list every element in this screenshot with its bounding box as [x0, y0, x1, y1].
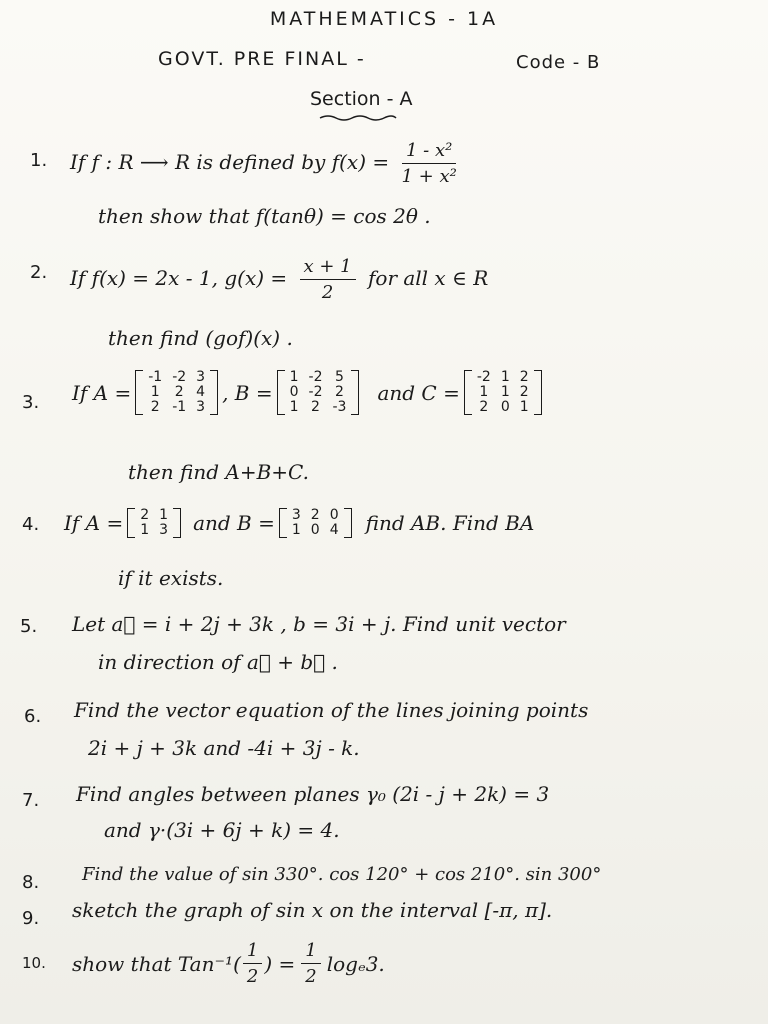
- matrix-entry: 2: [479, 399, 489, 415]
- matrix-b: [277, 370, 360, 415]
- question-text-part: If f(x) = 2x - 1, g(x) =: [70, 266, 288, 290]
- matrix-row: [143, 385, 210, 400]
- matrix-row: [143, 370, 210, 385]
- matrix-entry: 4: [329, 522, 339, 538]
- matrix-entry: -2: [172, 369, 187, 385]
- matrix-row: [472, 385, 534, 400]
- question-number: 7.: [22, 790, 40, 811]
- fraction-numerator: 1 - x²: [402, 140, 456, 164]
- fraction-numerator: 1: [243, 940, 262, 964]
- question-text-line2: and γ·(3i + 6j + k) = 4.: [104, 818, 340, 842]
- question-text-part: show that Tan⁻¹(: [72, 951, 241, 976]
- matrix-c: [464, 370, 542, 415]
- matrix-entry: 3: [291, 507, 301, 523]
- matrix-right-bracket: [351, 370, 359, 415]
- question-text-part: logₑ3.: [326, 951, 385, 976]
- matrix-left-bracket: [464, 370, 472, 415]
- question-text: [70, 256, 488, 303]
- matrix-entry: 0: [289, 384, 299, 400]
- question-text-part: , B =: [222, 380, 273, 405]
- matrix-entry: 1: [289, 369, 299, 385]
- question-number: 5.: [20, 616, 38, 637]
- matrix-entry: 2: [150, 399, 160, 415]
- matrix-row: [135, 508, 173, 523]
- matrix-entry: 3: [196, 399, 206, 415]
- matrix-entry: -1: [172, 399, 187, 415]
- matrix-entry: 1: [479, 384, 489, 400]
- fraction: [243, 940, 262, 987]
- question-number: 4.: [22, 514, 40, 535]
- fraction: [401, 140, 456, 187]
- matrix-entry: 1: [159, 507, 169, 523]
- fraction-numerator: 1: [301, 940, 320, 964]
- question-text-part: find AB. Find BA: [365, 511, 535, 535]
- matrix-a: [135, 370, 218, 415]
- question-text: [72, 370, 546, 415]
- matrix-entry: -2: [308, 369, 323, 385]
- matrix-entry: 1: [500, 384, 510, 400]
- fraction: [300, 256, 356, 303]
- matrix-entry: 2: [519, 369, 529, 385]
- page-title: MATHEMATICS - 1A: [269, 8, 499, 30]
- question-text-line2: then show that f(tanθ) = cos 2θ .: [98, 204, 431, 228]
- question-text-line1: Find the value of sin 330°. cos 120° + cos 210°. sin 300°: [82, 864, 602, 885]
- fraction-numerator: x + 1: [300, 256, 356, 280]
- matrix-entry: 2: [310, 507, 320, 523]
- matrix-row: [472, 370, 534, 385]
- matrix-grid: [285, 370, 352, 415]
- matrix-entry: 2: [140, 507, 150, 523]
- question-text-line2: then find (gof)(x) .: [108, 326, 293, 350]
- matrix-right-bracket: [344, 508, 352, 538]
- matrix-row: [472, 400, 534, 415]
- fraction-denominator: 2: [246, 966, 259, 987]
- matrix-entry: 0: [500, 399, 510, 415]
- question-text-part: for all x ∈ R: [368, 266, 489, 290]
- question-text-line2: then find A+B+C.: [128, 460, 309, 484]
- question-number: 9.: [22, 908, 40, 929]
- matrix-entry: 4: [196, 384, 206, 400]
- matrix-entry: 1: [150, 384, 160, 400]
- matrix-entry: 0: [310, 522, 320, 538]
- matrix-right-bracket: [534, 370, 542, 415]
- matrix-row: [285, 385, 352, 400]
- question-text: [64, 508, 534, 538]
- fraction-denominator: 1 + x²: [401, 166, 457, 187]
- question-text-part: If A =: [64, 511, 124, 535]
- matrix-entry: -3: [332, 399, 347, 415]
- question-text-part: and B =: [193, 511, 275, 535]
- exam-name: GOVT. PRE FINAL -: [158, 48, 366, 70]
- question-number: 1.: [30, 150, 48, 171]
- question-text-line2: if it exists.: [118, 566, 224, 590]
- question-text-line1: Let a⃗ = i + 2j + 3k , b = 3i + j. Find unit vector: [72, 612, 566, 636]
- question-number: 3.: [22, 392, 40, 413]
- question-text: [72, 940, 385, 987]
- matrix-entry: 0: [329, 507, 339, 523]
- matrix-left-bracket: [127, 508, 135, 538]
- matrix-row: [287, 523, 344, 538]
- matrix-grid: [472, 370, 534, 415]
- question-text-line1: Find angles between planes γ₀ (2i - j + 2k) = 3: [76, 782, 550, 806]
- fraction: [301, 940, 320, 987]
- question-number: 2.: [30, 262, 48, 283]
- matrix-left-bracket: [277, 370, 285, 415]
- matrix-row: [135, 523, 173, 538]
- question-text-line2: in direction of a⃗ + b⃗ .: [98, 650, 338, 674]
- matrix-a: [127, 508, 181, 538]
- matrix-grid: [287, 508, 344, 538]
- matrix-left-bracket: [279, 508, 287, 538]
- matrix-entry: 1: [140, 522, 150, 538]
- matrix-entry: 3: [159, 522, 169, 538]
- paper-code: Code - B: [516, 52, 601, 73]
- section-underline: [318, 114, 398, 122]
- matrix-right-bracket: [210, 370, 218, 415]
- matrix-grid: [143, 370, 210, 415]
- question-text-line1: sketch the graph of sin x on the interval [-π, π].: [72, 898, 553, 922]
- matrix-entry: 1: [500, 369, 510, 385]
- matrix-entry: -2: [476, 369, 491, 385]
- question-text: [70, 140, 463, 187]
- fraction-denominator: 2: [305, 966, 317, 987]
- question-text-part: ) =: [264, 951, 296, 976]
- matrix-grid: [135, 508, 173, 538]
- matrix-row: [287, 508, 344, 523]
- question-text-part: If A =: [72, 380, 132, 405]
- matrix-row: [285, 370, 352, 385]
- matrix-entry: -2: [308, 384, 323, 400]
- question-number: 6.: [24, 706, 42, 727]
- matrix-entry: 2: [311, 399, 320, 415]
- question-number: 8.: [22, 872, 40, 893]
- section-heading: Section - A: [310, 88, 413, 110]
- matrix-entry: 3: [196, 369, 206, 385]
- matrix-left-bracket: [135, 370, 143, 415]
- matrix-entry: 2: [519, 384, 529, 400]
- matrix-entry: 2: [174, 384, 184, 400]
- question-text-line2: 2i + j + 3k and -4i + 3j - k.: [88, 736, 360, 760]
- matrix-b: [279, 508, 352, 538]
- question-text-line1: Find the vector equation of the lines joining points: [74, 698, 589, 722]
- matrix-entry: 1: [291, 522, 301, 538]
- matrix-entry: -1: [148, 369, 163, 385]
- matrix-entry: 1: [289, 399, 299, 415]
- matrix-entry: 1: [519, 399, 529, 415]
- question-number: 10.: [22, 954, 46, 972]
- fraction-denominator: 2: [321, 282, 334, 303]
- question-text-part: and C =: [377, 380, 460, 405]
- matrix-right-bracket: [173, 508, 181, 538]
- question-text-part: If f : R ⟶ R is defined by f(x) =: [70, 150, 390, 174]
- matrix-entry: 5: [335, 369, 344, 385]
- matrix-entry: 2: [335, 384, 344, 400]
- matrix-row: [285, 400, 352, 415]
- matrix-row: [143, 400, 210, 415]
